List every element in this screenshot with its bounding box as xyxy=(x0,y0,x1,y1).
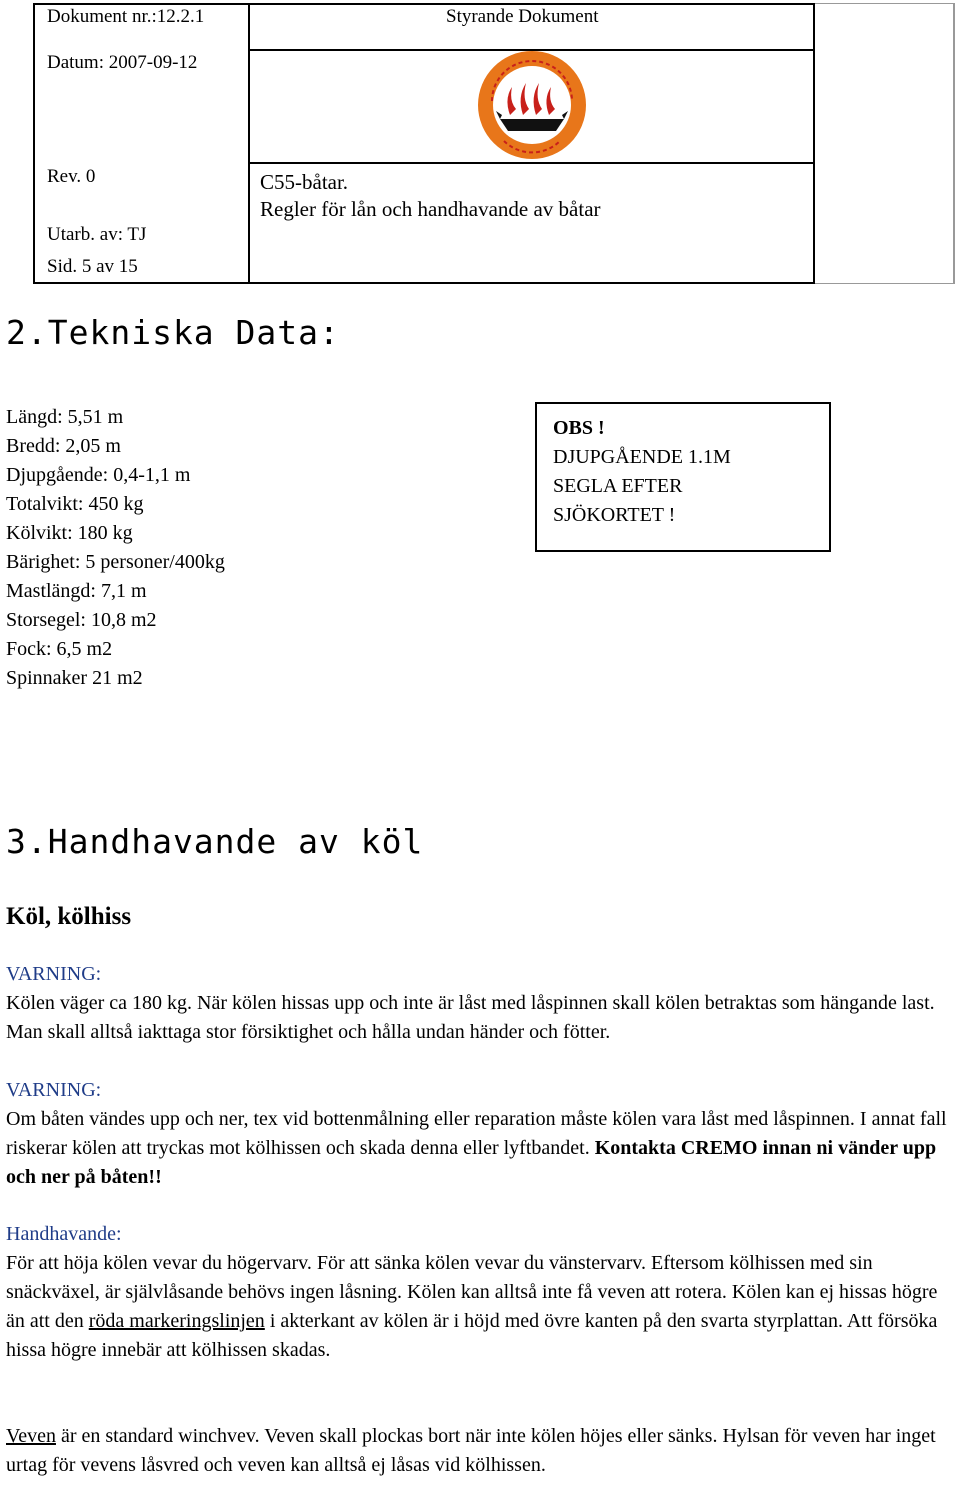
spec-length: Längd: 5,51 m xyxy=(6,406,124,428)
revision: Rev. 0 xyxy=(47,166,96,187)
warning-1 xyxy=(6,960,956,1047)
document-title-line2: Regler för lån och handhavande av båtar xyxy=(260,197,601,221)
technical-specs-list xyxy=(6,403,225,693)
crank-text: är en standard winchvev. Veven skall plockas bort när inte kölen höjes eller sänks. Hylsan för veven har inget urtag för vevens låsvred och veven kan alltså ej låsas vid kölhissen. xyxy=(6,1425,936,1476)
page-number: Sid. 5 av 15 xyxy=(47,256,138,277)
spec-mast-length: Mastlängd: 7,1 m xyxy=(6,580,147,602)
spec-draft: Djupgående: 0,4-1,1 m xyxy=(6,464,191,486)
spec-total-weight: Totalvikt: 450 kg xyxy=(6,493,144,515)
document-date: Datum: 2007-09-12 xyxy=(47,52,198,73)
handling-body xyxy=(6,1249,956,1365)
document-title-line1: C55-båtar. xyxy=(260,170,349,194)
warning-2-label: VARNING: xyxy=(6,1079,102,1101)
subheading-keel-hoist: Köl, kölhiss xyxy=(6,903,132,930)
spec-jib: Fock: 6,5 m2 xyxy=(6,638,113,660)
obs-line3: SEGLA EFTER xyxy=(553,475,683,497)
handling-text-a: För att höja kölen vevar du högervarv. För att sänka kölen vevar du vänstervarv. Eftersom kölhissen med sin snäckväxel, är självlåsande behövs ingen låsning. Kölen kan alltså inte få veven att rotera. Kölen kan ej hissas högre än att den xyxy=(6,1252,938,1332)
warning-2 xyxy=(6,1076,956,1192)
warning-2-text: Om båten vändes upp och ner, tex vid bottenmålning eller reparation måste kölen vara låst med låspinnen. I annat fall riskerar kölen att tryckas mot kölhissen och skada denna eller lyftbandet. xyxy=(6,1108,947,1159)
warning-2-body xyxy=(6,1105,956,1192)
obs-label: OBS ! xyxy=(553,417,605,439)
warning-2-contact: Kontakta CREMO innan ni vänder upp och ner på båten!! xyxy=(6,1137,937,1188)
document-number: Dokument nr.:12.2.1 xyxy=(47,6,205,27)
spec-keel-weight: Kölvikt: 180 kg xyxy=(6,522,133,544)
warning-1-label: VARNING: xyxy=(6,963,102,985)
handling-instructions xyxy=(6,1220,956,1365)
section-heading-technical-data: 2.Tekniska Data: xyxy=(6,313,340,352)
handling-text-b: i akterkant av kölen är i höjd med övre kanten på den svarta styrplattan. Att försöka hissa högre innebär att kölhissen skadas. xyxy=(6,1310,938,1361)
spec-capacity: Bärighet: 5 personer/400kg xyxy=(6,551,225,573)
document-type: Styrande Dokument xyxy=(446,6,599,27)
crank-paragraph xyxy=(6,1422,956,1480)
spec-mainsail: Storsegel: 10,8 m2 xyxy=(6,609,157,631)
obs-line4: SJÖKORTET ! xyxy=(553,504,676,526)
red-marking-line-term: röda markeringslinjen xyxy=(88,1310,265,1332)
crank-term: Veven xyxy=(6,1425,56,1447)
handling-label: Handhavande: xyxy=(6,1223,122,1245)
warning-1-text: Kölen väger ca 180 kg. När kölen hissas upp och inte är låst med låspinnen skall kölen betraktas som hängande last. Man skall alltså iakttaga stor försiktighet och hålla undan händer och fötter. xyxy=(6,992,935,1043)
obs-draft: DJUPGÅENDE 1.1M xyxy=(553,446,731,468)
draft-warning-box xyxy=(535,402,831,552)
author: Utarb. av: TJ xyxy=(47,224,147,245)
spec-spinnaker: Spinnaker 21 m2 xyxy=(6,667,143,689)
club-logo xyxy=(476,49,588,161)
spec-beam: Bredd: 2,05 m xyxy=(6,435,121,457)
section-heading-keel-handling: 3.Handhavande av köl xyxy=(6,822,424,861)
